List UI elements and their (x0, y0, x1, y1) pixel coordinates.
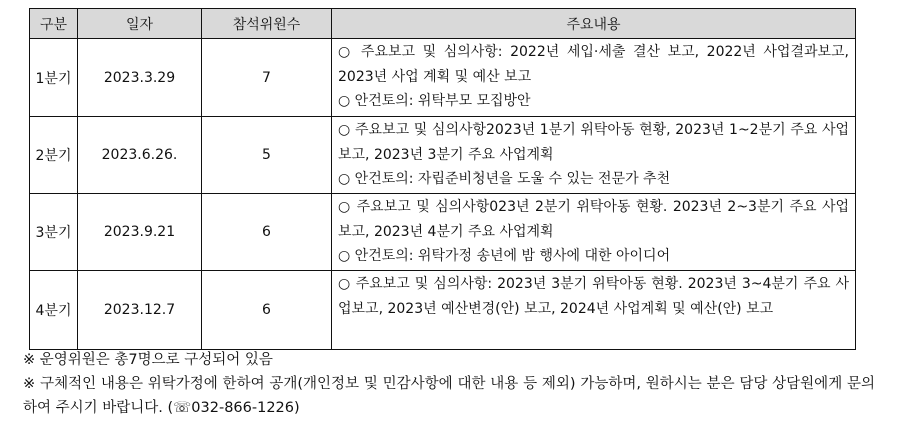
date-cell: 2023.6.26. (78, 117, 202, 194)
table-header-row (30, 9, 856, 39)
content-cell (332, 39, 856, 117)
content-cell (332, 117, 856, 194)
content-agenda-line: ○ 안건토의: 위탁부모 모집방안 (338, 93, 531, 109)
table-row (30, 117, 856, 194)
meeting-table (29, 8, 856, 350)
content-report-line: ○ 주요보고 및 심의사항2023년 1분기 위탁아동 현황, 2023년 1~2분기 주요 사업보고, 2023년 3분기 주요 사업계획 (338, 122, 849, 163)
date-cell: 2023.3.29 (78, 39, 202, 117)
quarter-cell: 2분기 (30, 117, 78, 194)
table-row (30, 194, 856, 271)
note-committee-size: ※ 운영위원은 총7명으로 구성되어 있음 (23, 352, 273, 368)
attendees-cell: 6 (202, 271, 332, 350)
footnotes (23, 348, 875, 420)
content-report-line: ○ 주요보고 및 심의사항: 2023년 3분기 위탁아동 현황. 2023년 3~4분기 주요 사업보고, 2023년 예산변경(안) 보고, 2024년 사업계획 및 예산(안) 보고 (338, 276, 849, 317)
content-report-line: ○ 주요보고 및 심의사항: 2022년 세입·세출 결산 보고, 2022년 사업결과보고, 2023년 사업 계획 및 예산 보고 (338, 44, 849, 85)
attendees-cell: 6 (202, 194, 332, 271)
quarter-cell: 4분기 (30, 271, 78, 350)
content-report-line: ○ 주요보고 및 심의사항023년 2분기 위탁아동 현황. 2023년 2~3분기 주요 사업보고, 2023년 4분기 주요 사업계획 (338, 199, 849, 240)
header-date: 일자 (78, 9, 202, 39)
header-content: 주요내용 (332, 9, 856, 39)
content-agenda-line: ○ 안건토의: 자립준비청년을 도울 수 있는 전문가 추천 (338, 171, 671, 187)
header-quarter: 구분 (30, 9, 78, 39)
table-row (30, 39, 856, 117)
content-cell (332, 194, 856, 271)
quarter-cell: 3분기 (30, 194, 78, 271)
attendees-cell: 7 (202, 39, 332, 117)
note-disclosure: ※ 구체적인 내용은 위탁가정에 한하여 공개(개인정보 및 민감사항에 대한 내용 등 제외) 가능하며, 원하시는 분은 담당 상담원에게 문의하여 주시기 바랍니다. (☏032-866-1226) (23, 376, 875, 416)
date-cell: 2023.12.7 (78, 271, 202, 350)
table-row (30, 271, 856, 350)
attendees-cell: 5 (202, 117, 332, 194)
header-attendees: 참석위원수 (202, 9, 332, 39)
content-cell (332, 271, 856, 350)
content-agenda-line: ○ 안건토의: 위탁가정 송년에 밤 행사에 대한 아이디어 (338, 248, 671, 264)
date-cell: 2023.9.21 (78, 194, 202, 271)
quarter-cell: 1분기 (30, 39, 78, 117)
